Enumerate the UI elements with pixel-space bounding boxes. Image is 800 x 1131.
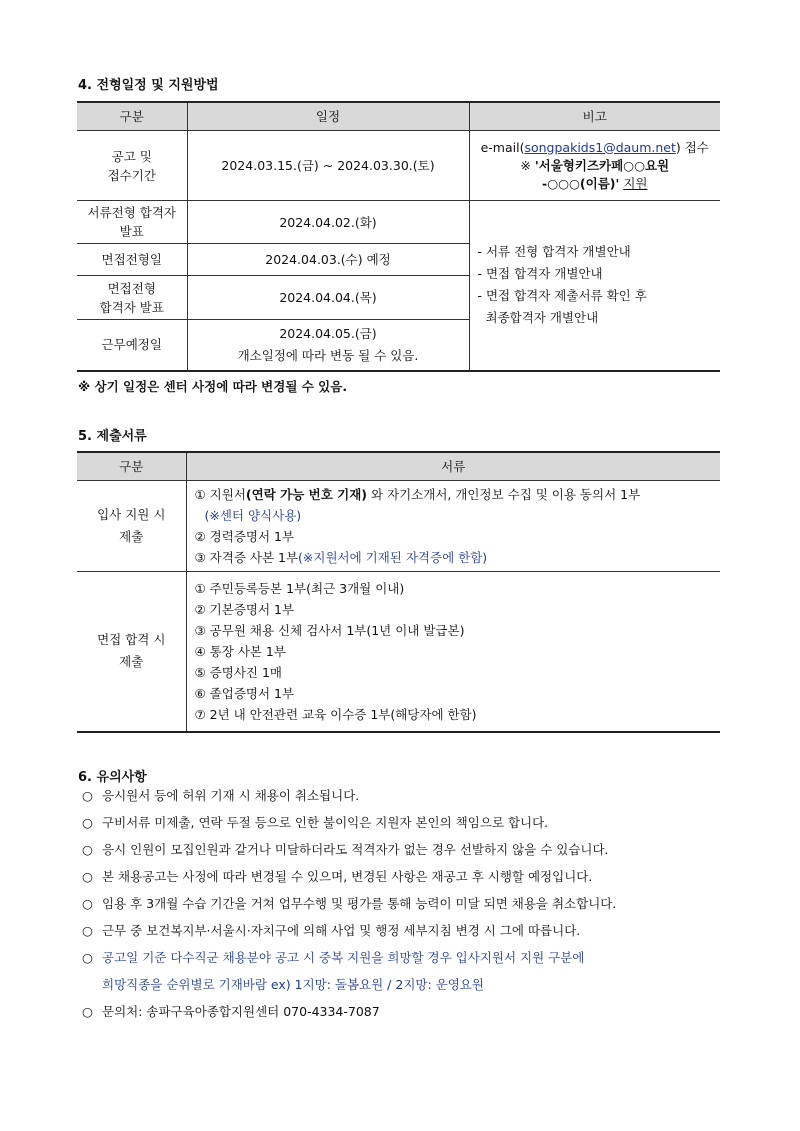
- note-mark: ※: [520, 157, 531, 173]
- schedule-change-note: ※ 상기 일정은 센터 사정에 따라 변경될 수 있음.: [78, 379, 348, 394]
- row-schedule: 2024.03.15.(금) ~ 2024.03.30.(토): [187, 131, 469, 201]
- row-category: 면접전형 합격자 발표: [77, 276, 187, 320]
- item-text: 응시 인원이 모집인원과 같거나 미달하더라도 적격자가 없는 경우 선발하지 않을 수 있습니다.: [102, 842, 609, 857]
- item-text: 근무 중 보건복지부·서울시·자치구에 의해 사업 및 행정 세부지침 변경 시 그에 따릅니다.: [102, 923, 581, 938]
- remark-application: [469, 131, 720, 201]
- item-text: 응시원서 등에 허위 기재 시 채용이 취소됩니다.: [102, 788, 360, 803]
- list-item: ④ 통장 사본 1부: [194, 643, 286, 659]
- table-row: [77, 201, 720, 244]
- bullet-icon: ○: [82, 869, 93, 884]
- item-blue: (※지원서에 기재된 자격증에 한함): [298, 550, 488, 565]
- row-schedule: 2024.04.03.(수) 예정: [187, 244, 469, 276]
- header-category: 구분: [77, 102, 187, 131]
- section-6-title: 6. 유의사항: [78, 770, 147, 785]
- schedule-date: 2024.04.05.(금): [279, 325, 377, 341]
- list-item: [82, 786, 742, 813]
- remark-item: - 서류 전형 합격자 개별안내: [477, 244, 631, 260]
- contact-text: 문의처: 송파구육아종합지원센터 070-4334-7087: [102, 1004, 380, 1019]
- bullet-icon: ○: [82, 1004, 93, 1019]
- row-category: 근무예정일: [77, 320, 187, 371]
- row-category: 공고 및 접수기간: [77, 131, 187, 201]
- table-row: [77, 131, 720, 201]
- list-item: [82, 813, 742, 840]
- item-text: 본 채용공고는 사정에 따라 변경될 수 있으며, 변경된 사항은 재공고 후 시행할 예정입니다.: [102, 869, 593, 884]
- row-category: 서류전형 합격자 발표: [77, 201, 187, 244]
- list-item: [82, 921, 742, 948]
- section-5-title: 5. 제출서류: [78, 429, 147, 444]
- list-item: ⑦ 2년 내 안전관련 교육 이수증 1부(해당자에 한함): [194, 706, 477, 722]
- bullet-icon: ○: [82, 950, 93, 965]
- apply-format-line: [470, 157, 721, 175]
- header-documents: 서류: [186, 452, 720, 481]
- row-category: 입사 지원 시 제출: [77, 481, 186, 572]
- item-text: ③ 자격증 사본 1부: [194, 550, 299, 565]
- list-item: ⑤ 증명사진 1매: [194, 664, 282, 680]
- documents-header-row: [77, 452, 720, 481]
- apply-format-line-2: [470, 175, 721, 193]
- item-rest: 와 자기소개서, 개인정보 수집 및 이용 동의서 1부: [367, 487, 641, 502]
- application-documents: [186, 481, 720, 572]
- list-item: [82, 1002, 742, 1029]
- item-text: ① 지원서: [194, 487, 246, 502]
- header-category: 구분: [77, 452, 186, 481]
- list-item-cont: (※센터 양식사용): [204, 508, 302, 523]
- apply-format-tail: 지원: [623, 175, 648, 191]
- list-item: [82, 840, 742, 867]
- caution-list: [82, 786, 742, 1029]
- item-text: 공고일 기준 다수직군 채용분야 공고 시 중복 지원을 희망할 경우 입사지원서 지원 구분에: [102, 950, 585, 965]
- schedule-header-row: [77, 102, 720, 131]
- list-item: ⑥ 졸업증명서 1부: [194, 685, 295, 701]
- row-category: 면접 합격 시 제출: [77, 572, 186, 732]
- list-item: ③ 공무원 채용 신체 검사서 1부(1년 이내 발급본): [194, 622, 465, 638]
- header-remarks: 비고: [469, 102, 720, 131]
- remark-item: - 면접 합격자 제출서류 확인 후: [477, 288, 647, 304]
- item-text: 임용 후 3개월 수습 기간을 거쳐 업무수행 및 평가를 통해 능력이 미달 되면 채용을 취소합니다.: [102, 896, 617, 911]
- bullet-icon: ○: [82, 896, 93, 911]
- interview-documents: [186, 572, 720, 732]
- schedule-table: [77, 101, 720, 372]
- list-item: ② 기본증명서 1부: [194, 601, 295, 617]
- list-item: [82, 948, 742, 975]
- remark-item: - 면접 합격자 개별안내: [477, 266, 603, 282]
- schedule-note: 개소일정에 따라 변동 될 수 있음.: [237, 347, 419, 363]
- bullet-icon: ○: [82, 842, 93, 857]
- remark-notifications: [469, 201, 720, 371]
- item-bold: (연락 가능 번호 기재): [245, 487, 367, 502]
- list-item: ② 경력증명서 1부: [194, 529, 295, 544]
- remark-item: 최종합격자 개별안내: [485, 310, 599, 326]
- list-item-cont: 희망직종을 순위별로 기재바람 ex) 1지망: 돌봄요원 / 2지망: 운영요원: [102, 977, 484, 992]
- list-item: [82, 867, 742, 894]
- email-link[interactable]: songpakids1@daum.net: [524, 139, 676, 155]
- section-4-title: 4. 전형일정 및 지원방법: [78, 78, 219, 93]
- apply-format-name: -○○○(이름)': [542, 175, 620, 191]
- header-schedule: 일정: [187, 102, 469, 131]
- list-item: [195, 484, 721, 505]
- email-suffix: ) 접수: [675, 139, 709, 155]
- bullet-icon: ○: [82, 815, 93, 830]
- item-text: 구비서류 미제출, 연락 두절 등으로 인한 불이익은 지원자 본인의 책임으로 합니다.: [102, 815, 549, 830]
- list-item: [195, 547, 721, 568]
- documents-table: [77, 451, 720, 733]
- row-schedule: [187, 320, 469, 371]
- apply-format-text: '서울형키즈카페○○요원: [534, 157, 670, 173]
- bullet-icon: ○: [82, 788, 93, 803]
- table-row: [77, 481, 720, 572]
- list-item: ① 주민등록등본 1부(최근 3개월 이내): [194, 580, 405, 596]
- row-schedule: 2024.04.02.(화): [187, 201, 469, 244]
- row-category: 면접전형일: [77, 244, 187, 276]
- email-prefix: e-mail(: [480, 139, 525, 155]
- row-schedule: 2024.04.04.(목): [187, 276, 469, 320]
- bullet-icon: ○: [82, 923, 93, 938]
- list-item: [82, 894, 742, 921]
- table-row: [77, 572, 720, 732]
- email-line: [470, 139, 721, 157]
